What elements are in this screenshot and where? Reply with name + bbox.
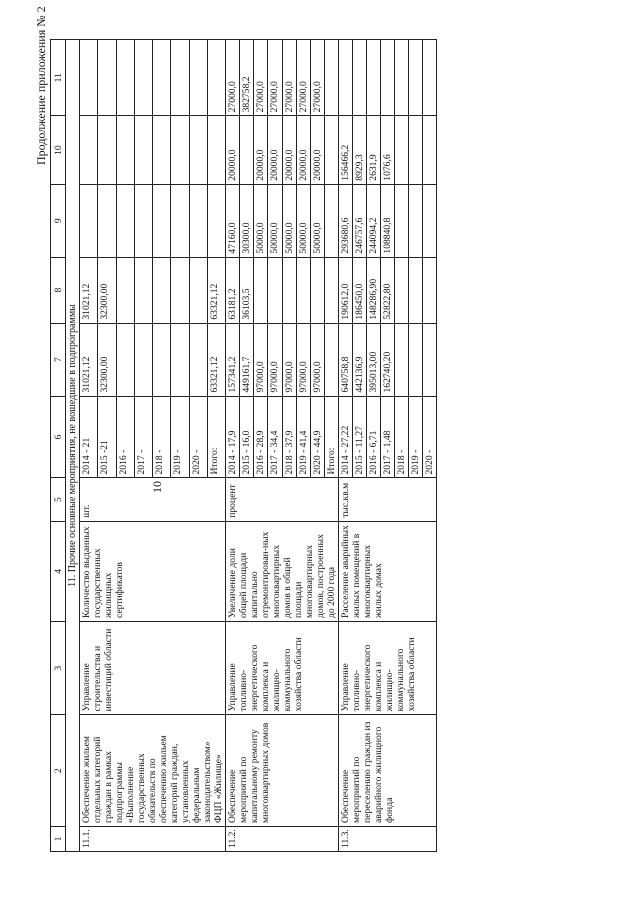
- total-amount: 449161,7: [240, 323, 254, 396]
- annex-label: Продолжение приложения № 2: [34, 6, 48, 165]
- other-amount: [381, 40, 395, 116]
- local-amount: [134, 116, 152, 184]
- unit: шт.: [80, 478, 226, 521]
- federal-amount: 148286,90: [367, 257, 381, 323]
- column-header: 9: [51, 184, 66, 257]
- federal-amount: [324, 257, 338, 323]
- local-amount: 8929,3: [353, 116, 367, 184]
- regional-amount: 244094,2: [367, 184, 381, 257]
- page-number: 10: [150, 481, 164, 493]
- federal-amount: [409, 257, 423, 323]
- indicator: Количество выданных государственных жилищных сертификатов: [80, 521, 226, 621]
- other-amount: [153, 40, 171, 116]
- total-amount: 97000,0: [310, 323, 324, 396]
- local-amount: [171, 116, 189, 184]
- executor: Управление строительства и инвестиций области: [80, 621, 226, 714]
- federal-amount: [171, 257, 189, 323]
- regional-amount: 50000,0: [254, 184, 268, 257]
- year-value: 2017 - 34,4: [268, 396, 282, 478]
- section-row: [66, 40, 80, 852]
- regional-amount: 50000,0: [268, 184, 282, 257]
- local-amount: 20000,0: [310, 116, 324, 184]
- total-amount: [423, 323, 437, 396]
- year-value: 2018 -: [153, 396, 171, 478]
- total-amount: [189, 323, 207, 396]
- year-value: 2018 -: [395, 396, 409, 478]
- local-amount: [409, 116, 423, 184]
- regional-amount: [98, 184, 116, 257]
- measure-name: Обеспечение жильем отдельных категорий граждан в рамках подпрограммы «Выполнение государственных обязательств по обеспечению жильем категорий граждан, установленных федеральным законодательством» ФЦП «Жилище»: [80, 715, 226, 827]
- regional-amount: [423, 184, 437, 257]
- total-amount: [171, 323, 189, 396]
- regional-amount: [116, 184, 134, 257]
- local-amount: 156466,2: [339, 116, 353, 184]
- indicator: Расселение аварийных жилых помещений в многоквартирных жилых домах: [339, 521, 437, 621]
- column-header: 1: [51, 826, 66, 851]
- total-amount: [409, 323, 423, 396]
- other-amount: [98, 40, 116, 116]
- total-amount: 97000,0: [268, 323, 282, 396]
- total-amount: 31021,12: [80, 323, 98, 396]
- other-amount: 27000,0: [310, 40, 324, 116]
- local-amount: 20000,0: [268, 116, 282, 184]
- year-value: 2019 - 41,4: [296, 396, 310, 478]
- measure-name: Обеспечение мероприятий по капитальному ремонту многоквартирных домов: [226, 715, 339, 827]
- regional-amount: [409, 184, 423, 257]
- regional-amount: [395, 184, 409, 257]
- total-amount: 97000,0: [254, 323, 268, 396]
- regional-amount: 30300,0: [240, 184, 254, 257]
- year-value: 2015 - 11,27: [353, 396, 367, 478]
- federal-amount: 186450,0: [353, 257, 367, 323]
- local-amount: [189, 116, 207, 184]
- federal-amount: 190612,0: [339, 257, 353, 323]
- federal-amount: [268, 257, 282, 323]
- year-value: 2020 -: [423, 396, 437, 478]
- local-amount: 20000,0: [226, 116, 240, 184]
- column-header: 6: [51, 396, 66, 478]
- other-amount: [134, 40, 152, 116]
- federal-amount: 63321,12: [207, 257, 225, 323]
- local-amount: 1076,6: [381, 116, 395, 184]
- column-header: 2: [51, 715, 66, 827]
- local-amount: 2631,9: [367, 116, 381, 184]
- local-amount: [423, 116, 437, 184]
- total-amount: [153, 323, 171, 396]
- total-amount: 157341,2: [226, 323, 240, 396]
- year-value: 2016 -: [116, 396, 134, 478]
- federal-amount: [282, 257, 296, 323]
- table-row: [339, 40, 353, 852]
- regional-amount: 246757,6: [353, 184, 367, 257]
- other-amount: 27000,0: [254, 40, 268, 116]
- other-amount: [395, 40, 409, 116]
- other-amount: [189, 40, 207, 116]
- federal-amount: [310, 257, 324, 323]
- other-amount: [116, 40, 134, 116]
- regional-amount: 293680,6: [339, 184, 353, 257]
- regional-amount: 108840,8: [381, 184, 395, 257]
- year-value: 2016 - 28,9: [254, 396, 268, 478]
- year-value: 2016 - 6,71: [367, 396, 381, 478]
- other-amount: [324, 40, 338, 116]
- column-header: 10: [51, 116, 66, 184]
- column-header: 7: [51, 323, 66, 396]
- year-value: 2020 - 44,9: [310, 396, 324, 478]
- total-amount: [324, 323, 338, 396]
- other-amount: [367, 40, 381, 116]
- federal-amount: [134, 257, 152, 323]
- year-value: 2015 -21: [98, 396, 116, 478]
- total-amount: 442136,9: [353, 323, 367, 396]
- year-value: 2017 -: [134, 396, 152, 478]
- year-value: 2019 -: [171, 396, 189, 478]
- other-amount: 27000,0: [282, 40, 296, 116]
- year-value: Итого:: [207, 396, 225, 478]
- regional-amount: 50000,0: [310, 184, 324, 257]
- column-header: 11: [51, 40, 66, 116]
- local-amount: [395, 116, 409, 184]
- local-amount: [98, 116, 116, 184]
- federal-amount: [395, 257, 409, 323]
- regional-amount: [153, 184, 171, 257]
- regional-amount: [80, 184, 98, 257]
- executor: Управление топливно-энергетического комплекса и жилищно-коммунального хозяйства области: [339, 621, 437, 714]
- executor: Управление топливно-энергетического комплекса и жилищно-коммунального хозяйства области: [226, 621, 339, 714]
- year-value: 2014 - 21: [80, 396, 98, 478]
- year-value: 2017 - 1,48: [381, 396, 395, 478]
- total-amount: [116, 323, 134, 396]
- federal-amount: [116, 257, 134, 323]
- federal-amount: [189, 257, 207, 323]
- year-value: 2014 - 27,22: [339, 396, 353, 478]
- regional-amount: [207, 184, 225, 257]
- total-amount: 640758,8: [339, 323, 353, 396]
- other-amount: 382758,2: [240, 40, 254, 116]
- year-value: Итого:: [324, 396, 338, 478]
- total-amount: 97000,0: [282, 323, 296, 396]
- total-amount: 395013,00: [367, 323, 381, 396]
- local-amount: [153, 116, 171, 184]
- federal-amount: [296, 257, 310, 323]
- total-amount: 32300,00: [98, 323, 116, 396]
- column-header: 4: [51, 521, 66, 621]
- year-value: 2019 -: [409, 396, 423, 478]
- section-title: 11. Прочие основные мероприятия, не вошедшие в подпрограммы: [66, 40, 80, 852]
- regional-amount: [324, 184, 338, 257]
- other-amount: 27000,0: [296, 40, 310, 116]
- other-amount: 27000,0: [226, 40, 240, 116]
- federal-amount: 31021,12: [80, 257, 98, 323]
- local-amount: [324, 116, 338, 184]
- regional-amount: [189, 184, 207, 257]
- federal-amount: 32300,00: [98, 257, 116, 323]
- federal-amount: [153, 257, 171, 323]
- regional-amount: [171, 184, 189, 257]
- regional-amount: 50000,0: [296, 184, 310, 257]
- other-amount: [423, 40, 437, 116]
- table-row: [80, 40, 98, 852]
- regional-amount: [134, 184, 152, 257]
- local-amount: 20000,0: [282, 116, 296, 184]
- column-header: 5: [51, 478, 66, 521]
- other-amount: [171, 40, 189, 116]
- federal-amount: [423, 257, 437, 323]
- column-header: 8: [51, 257, 66, 323]
- local-amount: [240, 116, 254, 184]
- unit: процент: [226, 478, 339, 521]
- column-header: 3: [51, 621, 66, 714]
- unit: тыс.кв.м: [339, 478, 437, 521]
- program-table: [50, 39, 437, 852]
- other-amount: [207, 40, 225, 116]
- year-value: 2015 - 16,0: [240, 396, 254, 478]
- total-amount: 162740,20: [381, 323, 395, 396]
- other-amount: [80, 40, 98, 116]
- federal-amount: 36103,5: [240, 257, 254, 323]
- local-amount: [80, 116, 98, 184]
- indicator: Увеличение доли общей площади капитально отремонтирован-ных многоквартирных домов в общей площади многоквартирных домов, построенных до 2000 года: [226, 521, 339, 621]
- row-number: 11.1.: [80, 826, 226, 851]
- other-amount: [339, 40, 353, 116]
- total-amount: [395, 323, 409, 396]
- federal-amount: 52822,80: [381, 257, 395, 323]
- other-amount: [353, 40, 367, 116]
- total-amount: [134, 323, 152, 396]
- regional-amount: 47160,0: [226, 184, 240, 257]
- local-amount: 20000,0: [254, 116, 268, 184]
- year-value: 2020 -: [189, 396, 207, 478]
- header-row: [51, 40, 66, 852]
- total-amount: 97000,0: [296, 323, 310, 396]
- table-row: [226, 40, 240, 852]
- local-amount: 20000,0: [296, 116, 310, 184]
- other-amount: 27000,0: [268, 40, 282, 116]
- federal-amount: [254, 257, 268, 323]
- federal-amount: 63181,2: [226, 257, 240, 323]
- local-amount: [116, 116, 134, 184]
- total-amount: 63321,12: [207, 323, 225, 396]
- measure-name: Обеспечение мероприятий по переселению граждан из аварийного жилищного фонда: [339, 715, 437, 827]
- row-number: 11.2.: [226, 826, 339, 851]
- year-value: 2014 - 17,9: [226, 396, 240, 478]
- other-amount: [409, 40, 423, 116]
- regional-amount: 50000,0: [282, 184, 296, 257]
- row-number: 11.3.: [339, 826, 437, 851]
- year-value: 2018 - 37,9: [282, 396, 296, 478]
- local-amount: [207, 116, 225, 184]
